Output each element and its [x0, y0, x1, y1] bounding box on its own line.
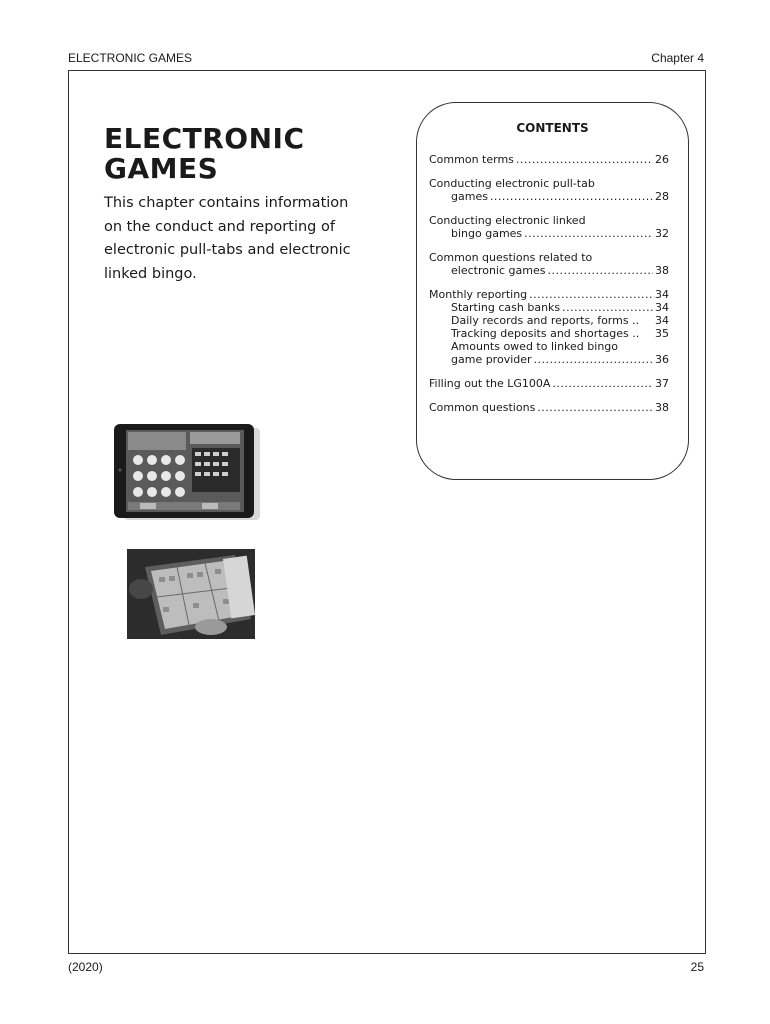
toc-line — [429, 153, 669, 166]
toc-line-text: Conducting electronic pull-tab — [429, 177, 595, 190]
toc-leader-dots — [516, 153, 653, 166]
toc-line — [429, 227, 669, 240]
toc-line-text: game provider — [451, 353, 532, 366]
toc-line-text: Conducting electronic linked — [429, 214, 586, 227]
footer-year: (2020) — [68, 960, 103, 974]
toc-line — [429, 251, 669, 264]
toc-line — [429, 401, 669, 414]
toc-page-number: 26 — [655, 153, 669, 166]
contents-list — [429, 153, 669, 425]
toc-line-text: Common terms — [429, 153, 514, 166]
toc-line — [429, 353, 669, 366]
toc-leader-dots — [490, 190, 653, 203]
pull-tab-tablet-image — [114, 422, 263, 522]
toc-leader-dots — [524, 227, 653, 240]
toc-entry — [429, 251, 669, 277]
toc-line-text: Tracking deposits and shortages .. — [451, 327, 640, 340]
toc-line-text: Common questions — [429, 401, 536, 414]
toc-page-number: 34 — [655, 301, 669, 314]
toc-line-text: Filling out the LG100A — [429, 377, 551, 390]
toc-line — [429, 301, 669, 314]
toc-line — [429, 177, 669, 190]
toc-line — [429, 288, 669, 301]
toc-line — [429, 327, 669, 340]
chapter-intro: This chapter contains information on the conduct and reporting of electronic pull-tabs and electronic linked bingo. — [104, 195, 351, 282]
toc-line — [429, 214, 669, 227]
toc-page-number: 32 — [655, 227, 669, 240]
toc-page-number: 35 — [655, 327, 669, 340]
page-number: 25 — [690, 960, 704, 974]
toc-entry — [429, 214, 669, 240]
chapter-title-line2: GAMES — [104, 152, 219, 185]
toc-line-text: games — [451, 190, 488, 203]
toc-entry — [429, 288, 669, 366]
toc-page-number: 34 — [655, 314, 669, 327]
toc-entry — [429, 177, 669, 203]
toc-line-text: electronic games — [451, 264, 546, 277]
toc-page-number: 38 — [655, 401, 669, 414]
toc-leader-dots — [547, 264, 653, 277]
contents-heading: CONTENTS — [516, 121, 589, 135]
toc-page-number: 28 — [655, 190, 669, 203]
toc-line — [429, 340, 669, 353]
toc-page-number: 36 — [655, 353, 669, 366]
toc-entry — [429, 401, 669, 414]
toc-leader-dots — [534, 353, 653, 366]
toc-page-number: 38 — [655, 264, 669, 277]
toc-leader-dots — [537, 401, 653, 414]
toc-line — [429, 190, 669, 203]
toc-leader-dots — [562, 301, 653, 314]
toc-line-text: Monthly reporting — [429, 288, 528, 301]
toc-line-text: Amounts owed to linked bingo — [451, 340, 618, 353]
toc-line-text: Daily records and reports, forms .. — [451, 314, 640, 327]
contents-box — [416, 102, 689, 480]
running-header-chapter: Chapter 4 — [651, 51, 704, 65]
toc-line-text: bingo games — [451, 227, 523, 240]
toc-line-text: Common questions related to — [429, 251, 593, 264]
toc-line — [429, 377, 669, 390]
running-header-title: ELECTRONIC GAMES — [68, 51, 193, 65]
toc-entry — [429, 153, 669, 166]
toc-line-text: Starting cash banks — [451, 301, 561, 314]
toc-leader-dots — [552, 377, 653, 390]
toc-line — [429, 264, 669, 277]
chapter-title — [104, 124, 305, 184]
toc-leader-dots — [529, 288, 653, 301]
toc-entry — [429, 377, 669, 390]
linked-bingo-tablet-image — [127, 549, 255, 639]
toc-page-number: 34 — [655, 288, 669, 301]
toc-page-number: 37 — [655, 377, 669, 390]
toc-line — [429, 314, 669, 327]
chapter-title-line1: ELECTRONIC — [104, 122, 305, 155]
